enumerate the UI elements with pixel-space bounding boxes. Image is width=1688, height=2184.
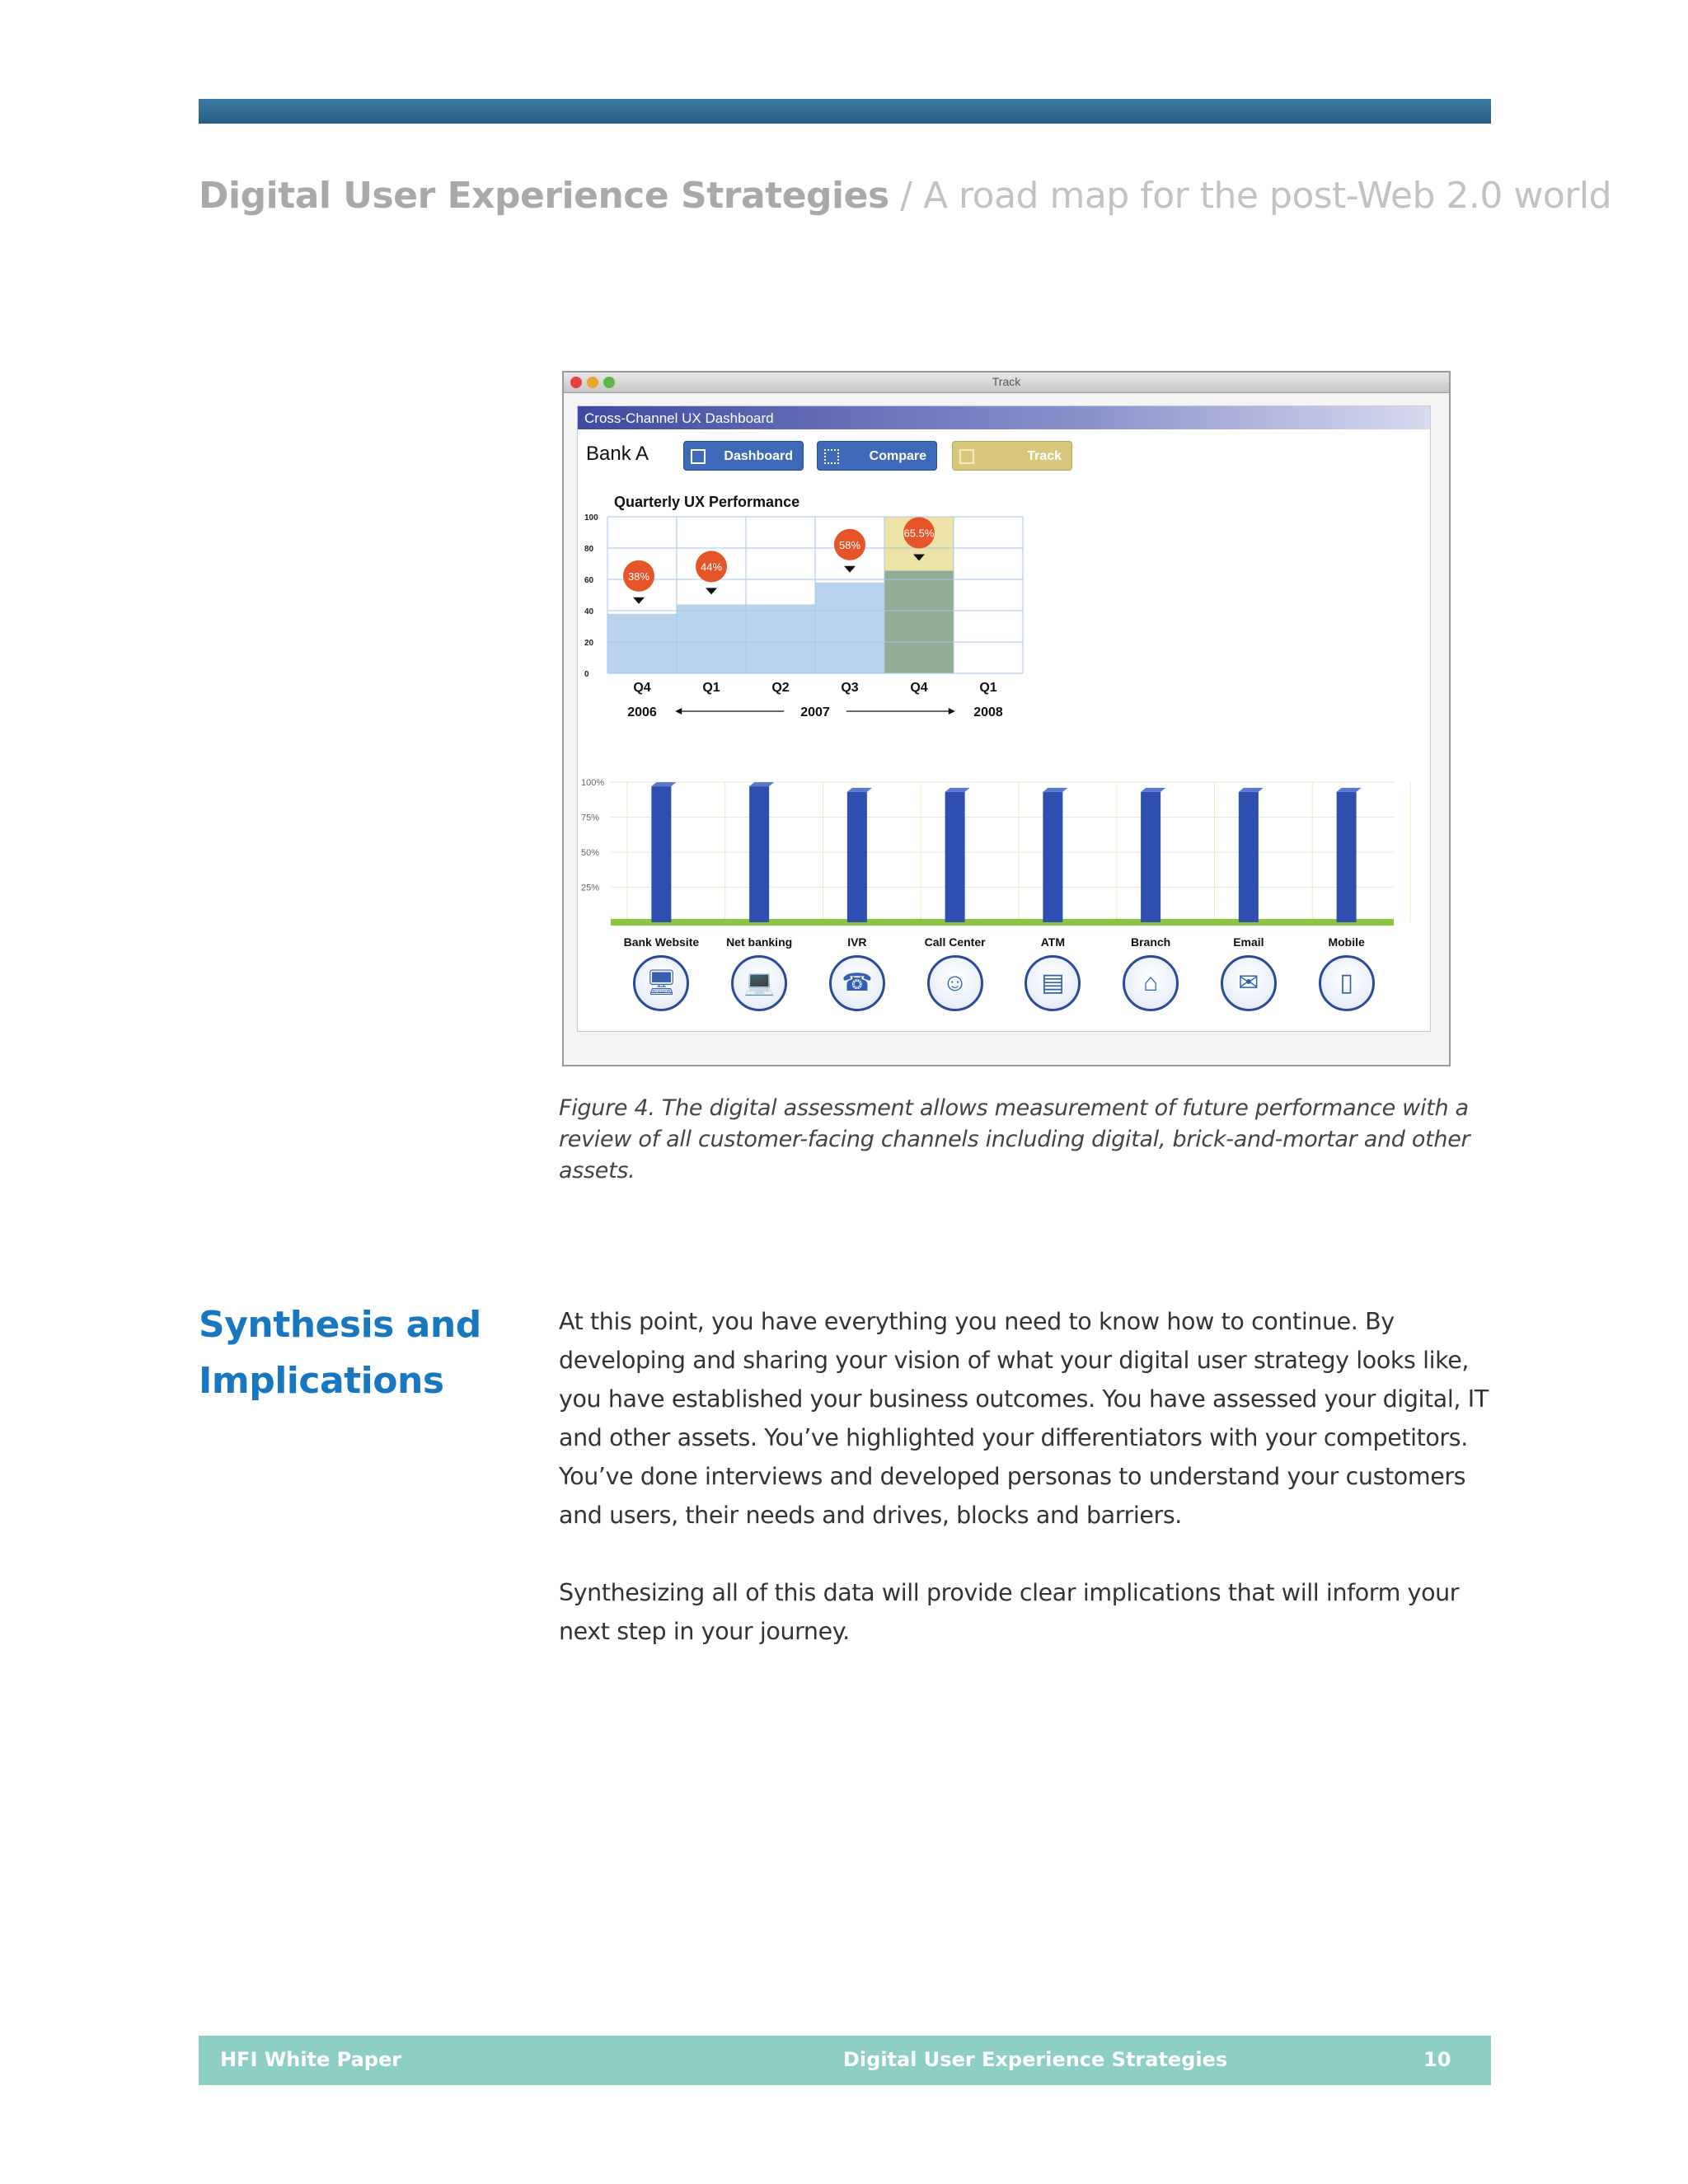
y-tick-label: 80 <box>584 545 594 554</box>
y-tick-label: 75% <box>581 813 600 823</box>
y-tick-label: 100% <box>581 778 605 788</box>
callout-label: 38% <box>627 569 650 583</box>
channel-bar <box>1239 792 1259 922</box>
channel-bar <box>1141 792 1160 922</box>
callout-pointer <box>844 566 856 573</box>
paragraph: Synthesizing all of this data will provide clear implications that will inform your next step in your journey. <box>559 1579 1460 1645</box>
area-step <box>677 604 746 673</box>
figure-caption: Figure 4. The digital assessment allows measurement of future performance with a review of all customer-facing channels including digital, brick-and-mortar and other assets. <box>559 1095 1470 1183</box>
channel-bar-top <box>1239 788 1264 792</box>
bank-building-icon[interactable]: ⌂ <box>1123 955 1179 1011</box>
callout-label: 58% <box>838 538 861 551</box>
y-tick-label: 50% <box>581 848 600 858</box>
track-button-label: Track <box>1027 449 1062 463</box>
year-arrow-head <box>949 708 955 715</box>
footer-center: Digital User Experience Strategies <box>843 2048 1228 2071</box>
year-label: 2008 <box>973 705 1003 719</box>
x-tick-label: Q1 <box>979 681 997 695</box>
email-envelope-icon[interactable]: ✉ <box>1221 955 1277 1011</box>
channel-label: Branch <box>1131 935 1171 949</box>
footer-left: HFI White Paper <box>220 2048 402 2071</box>
dashboard-panel <box>577 405 1431 1032</box>
running-header <box>199 175 1611 217</box>
year-label: 2007 <box>800 705 830 719</box>
x-tick-label: Q4 <box>633 681 651 695</box>
channel-label: Email <box>1233 935 1264 949</box>
y-tick-label: 40 <box>584 607 594 616</box>
channel-label: Mobile <box>1328 935 1365 949</box>
app-title: Cross-Channel UX Dashboard <box>584 410 774 426</box>
area-step <box>607 614 677 673</box>
bank-name: Bank A <box>586 443 649 465</box>
channel-bar-top <box>945 788 970 792</box>
channel-bar-top <box>1337 788 1362 792</box>
channel-bar <box>1043 792 1062 922</box>
mobile-phone-icon[interactable]: ▯ <box>1319 955 1375 1011</box>
header-title-bold: Digital User Experience Strategies <box>199 175 889 217</box>
y-tick-label: 25% <box>581 883 600 893</box>
body-text <box>559 1302 1490 1690</box>
channel-label: Net banking <box>726 935 793 949</box>
call-center-agent-icon[interactable]: ☺ <box>927 955 983 1011</box>
header-rule <box>199 99 1491 124</box>
channel-label: ATM <box>1040 935 1066 949</box>
dashboard-button-label: Dashboard <box>724 449 793 463</box>
area-step <box>815 583 884 673</box>
baseline-bar <box>611 919 1394 926</box>
y-tick-label: 20 <box>584 639 594 648</box>
section-title-line1: Synthesis and <box>199 1304 481 1346</box>
channel-bar <box>651 786 671 922</box>
window-title: Track <box>992 375 1021 388</box>
y-tick-label: 0 <box>584 670 589 679</box>
callout-label: 44% <box>700 560 723 574</box>
year-label: 2006 <box>627 705 657 719</box>
callout-pointer <box>633 598 645 604</box>
paragraph: At this point, you have everything you need to know how to continue. By developing and sharing your vision of what your digital user strategy looks like, you have established your business outcomes. You have assessed your digital, IT and other assets. You’ve highlighted your differentiators with your competitors. You’ve done interviews and developed personas to understand your customers and users, their needs and drives, blocks and barriers. <box>559 1308 1489 1529</box>
callout-label: 65.5% <box>903 527 935 540</box>
year-arrow-head <box>675 708 682 715</box>
channel-label: Bank Website <box>623 935 700 949</box>
x-tick-label: Q4 <box>910 681 928 695</box>
window-titlebar <box>564 373 1449 393</box>
channel-bar-top <box>1141 788 1165 792</box>
compare-button-label: Compare <box>869 449 926 463</box>
channel-bar-top <box>749 782 774 786</box>
atm-icon[interactable]: ▤ <box>1025 955 1081 1011</box>
dashboard-screenshot <box>562 371 1451 1066</box>
phone-icon[interactable]: ☎ <box>829 955 885 1011</box>
channel-bar <box>749 786 769 922</box>
channel-bar-top <box>651 782 676 786</box>
perf-chart-title: Quarterly UX Performance <box>614 494 800 510</box>
network-computer-icon[interactable]: 💻 <box>731 955 787 1011</box>
channel-bar-top <box>1043 788 1067 792</box>
section-title-line2: Implications <box>199 1360 444 1402</box>
area-step <box>884 571 954 673</box>
channel-bar-top <box>847 788 872 792</box>
x-tick-label: Q2 <box>771 681 790 695</box>
page-number: 10 <box>1423 2048 1451 2071</box>
footer-bar <box>199 2036 1491 2085</box>
channel-label: Call Center <box>924 935 986 949</box>
area-step <box>746 604 815 673</box>
channel-label: IVR <box>847 935 867 949</box>
x-tick-label: Q3 <box>841 681 859 695</box>
channel-bar <box>945 792 965 922</box>
globe-computer-icon[interactable]: 🖥 <box>633 955 689 1011</box>
x-tick-label: Q1 <box>702 681 720 695</box>
y-tick-label: 60 <box>584 576 594 585</box>
callout-pointer <box>706 588 717 594</box>
channel-bar <box>847 792 867 922</box>
header-title-rest: / A road map for the post-Web 2.0 world <box>889 175 1612 217</box>
y-tick-label: 100 <box>584 513 598 523</box>
section-title <box>199 1297 481 1409</box>
channel-bar <box>1337 792 1357 922</box>
